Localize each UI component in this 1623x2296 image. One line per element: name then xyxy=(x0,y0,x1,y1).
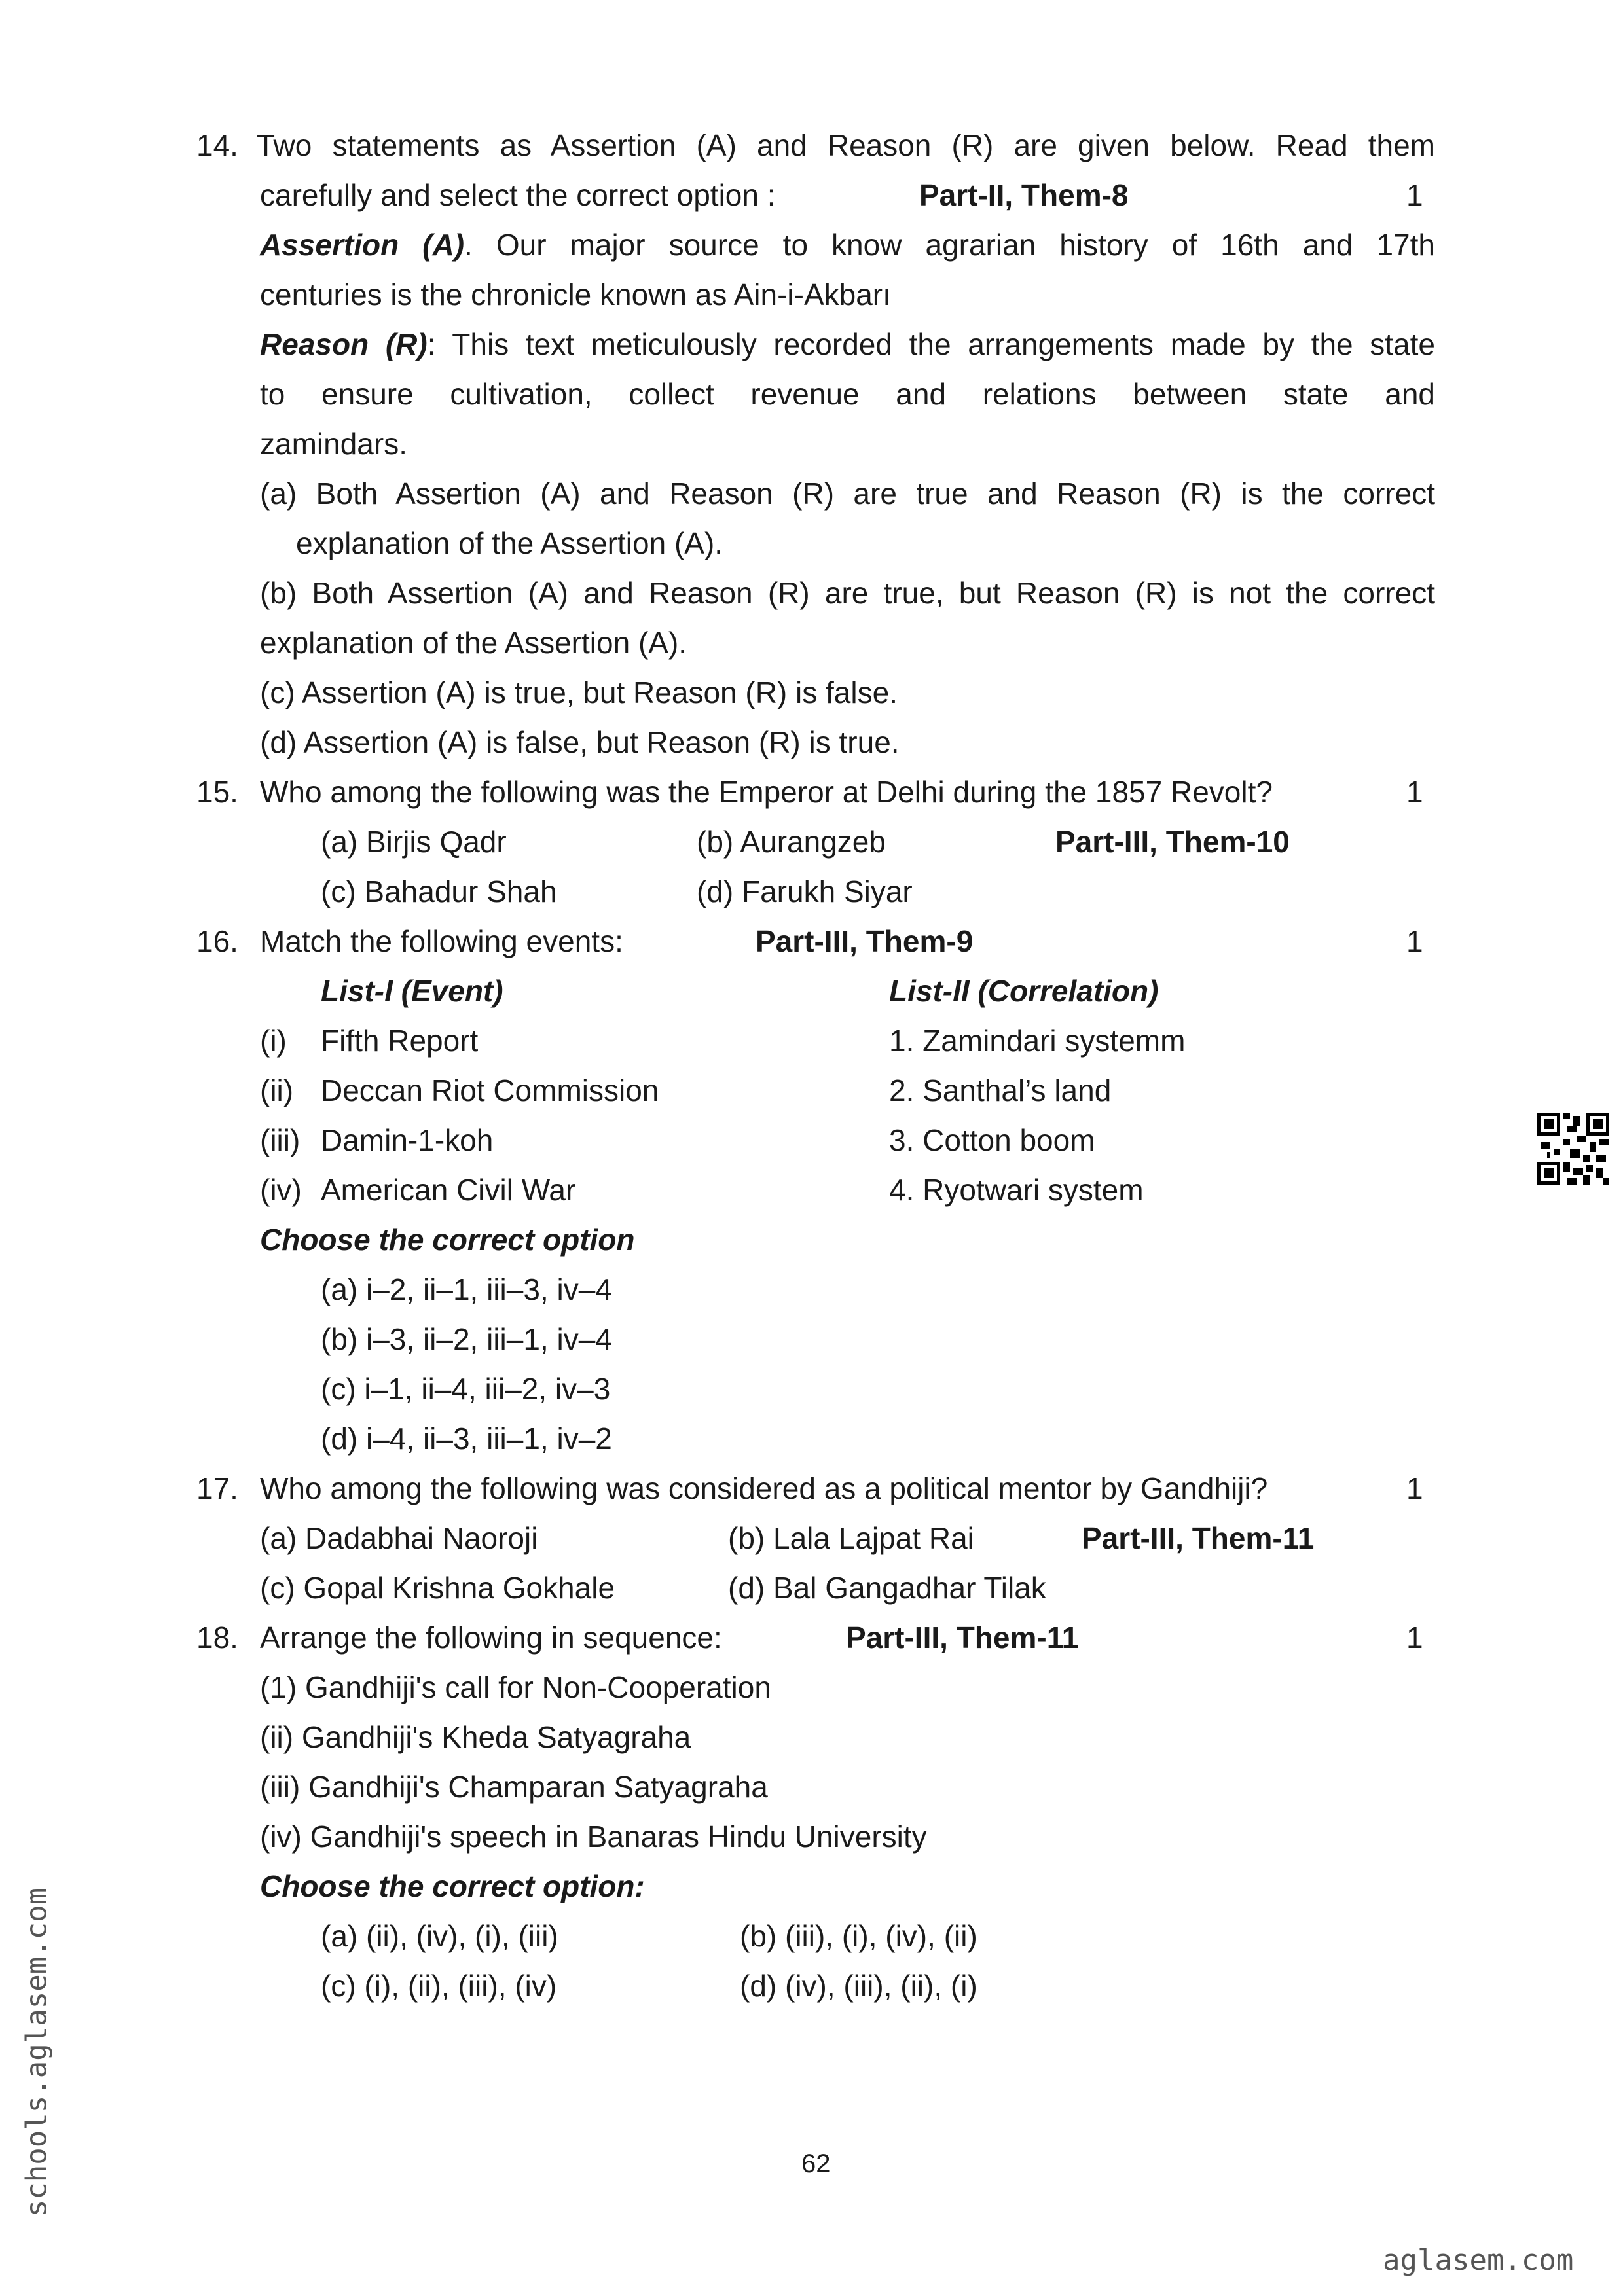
sequence-item: (iii) Gandhiji's Champaran Satyagraha xyxy=(260,1770,768,1804)
q14-assertion-line2: centuries is the chronicle known as Ain-i-Akbarı xyxy=(260,278,891,312)
q14-stem-line2: carefully and select the correct option : xyxy=(260,178,776,212)
q14-option-b-cont: explanation of the Assertion (A). xyxy=(260,626,687,660)
q18-option-c: (c) (i), (ii), (iii), (iv) xyxy=(321,1969,557,2003)
match-row-correlation: 3. Cotton boom xyxy=(889,1123,1095,1157)
q15-stem: Who among the following was the Emperor at Delhi during the 1857 Revolt? xyxy=(260,775,1273,809)
q14-assertion xyxy=(260,220,1435,270)
q16-marks: 1 xyxy=(1406,924,1423,958)
match-row-event: Damin-1-koh xyxy=(321,1123,494,1157)
q15-option-b: (b) Aurangzeb xyxy=(697,825,886,859)
q14-number: 14. xyxy=(196,128,238,162)
q16-number: 16. xyxy=(196,924,238,958)
q18-option-d: (d) (iv), (iii), (ii), (i) xyxy=(740,1969,977,2003)
q15-option-d: (d) Farukh Siyar xyxy=(697,874,913,908)
q14-option-a-cont: explanation of the Assertion (A). xyxy=(296,526,723,560)
match-row-correlation: 4. Ryotwari system xyxy=(889,1173,1144,1207)
q17-stem: Who among the following was considered as a political mentor by Gandhiji? xyxy=(260,1471,1268,1505)
sequence-item: (ii) Gandhiji's Kheda Satyagraha xyxy=(260,1720,691,1754)
q14-reason-line2: to ensure cultivation, collect revenue and relations between state and xyxy=(260,377,1435,411)
q14-reason xyxy=(260,319,1435,369)
q18-stem: Arrange the following in sequence: xyxy=(260,1621,722,1655)
match-row-event: Deccan Riot Commission xyxy=(321,1073,659,1107)
q14-option-a: (a) Both Assertion (A) and Reason (R) are true and Reason (R) is the correct xyxy=(260,476,1435,511)
q18-tag: Part-III, Them-11 xyxy=(846,1621,1079,1655)
q15-tag: Part-III, Them-10 xyxy=(1055,825,1290,859)
q14-marks: 1 xyxy=(1406,178,1423,212)
match-row-num: (ii) xyxy=(260,1073,294,1107)
q18-option-a: (a) (ii), (iv), (i), (iii) xyxy=(321,1919,558,1953)
q14-reason-line3: zamindars. xyxy=(260,427,407,461)
q16-choose-label: Choose the correct option xyxy=(260,1223,635,1257)
q18-option-b: (b) (iii), (i), (iv), (ii) xyxy=(740,1919,977,1953)
watermark-vertical: schools.aglasem.com xyxy=(20,1887,54,2217)
q15-option-a: (a) Birjis Qadr xyxy=(321,825,507,859)
q16-option-d: (d) i–4, ii–3, iii–1, iv–2 xyxy=(321,1422,612,1456)
q15-option-c: (c) Bahadur Shah xyxy=(321,874,557,908)
match-row-num: (iv) xyxy=(260,1173,302,1207)
q16-option-a: (a) i–2, ii–1, iii–3, iv–4 xyxy=(321,1272,612,1306)
q15-number: 15. xyxy=(196,775,238,809)
q18-number: 18. xyxy=(196,1621,238,1655)
q17-marks: 1 xyxy=(1406,1471,1423,1505)
q17-number: 17. xyxy=(196,1471,238,1505)
qr-code[interactable] xyxy=(1537,1113,1609,1185)
q14-tag: Part-II, Them-8 xyxy=(919,178,1129,212)
assertion-text: . Our major source to know agrarian history of 16th and 17th xyxy=(464,228,1435,262)
page-number: 62 xyxy=(801,2149,831,2178)
q17-option-a: (a) Dadabhai Naoroji xyxy=(260,1521,538,1555)
q16-stem: Match the following events: xyxy=(260,924,623,958)
q15-marks: 1 xyxy=(1406,775,1423,809)
match-row-correlation: 2. Santhal’s land xyxy=(889,1073,1112,1107)
reason-text: : This text meticulously recorded the arrangements made by the state xyxy=(427,327,1435,361)
assertion-label: Assertion (A) xyxy=(260,228,465,262)
q14-option-b: (b) Both Assertion (A) and Reason (R) are true, but Reason (R) is not the correct xyxy=(260,576,1435,610)
q14-option-d: (d) Assertion (A) is false, but Reason (R) is true. xyxy=(260,725,900,759)
q14-stem-line1: Two statements as Assertion (A) and Reason (R) are given below. Read them xyxy=(257,128,1435,162)
q14-option-c: (c) Assertion (A) is true, but Reason (R) is false. xyxy=(260,675,898,709)
q17-option-d: (d) Bal Gangadhar Tilak xyxy=(728,1571,1046,1605)
sequence-item: (1) Gandhiji's call for Non-Cooperation xyxy=(260,1670,771,1704)
list1-header: List-I (Event) xyxy=(321,974,503,1008)
q16-option-b: (b) i–3, ii–2, iii–1, iv–4 xyxy=(321,1322,612,1356)
q18-marks: 1 xyxy=(1406,1621,1423,1655)
reason-label: Reason (R) xyxy=(260,327,428,361)
match-row-num: (i) xyxy=(260,1024,287,1058)
list2-header: List-II (Correlation) xyxy=(889,974,1159,1008)
match-row-correlation: 1. Zamindari systemm xyxy=(889,1024,1186,1058)
q17-option-b: (b) Lala Lajpat Rai xyxy=(728,1521,974,1555)
match-row-event: American Civil War xyxy=(321,1173,576,1207)
q17-option-c: (c) Gopal Krishna Gokhale xyxy=(260,1571,615,1605)
match-row-event: Fifth Report xyxy=(321,1024,479,1058)
match-row-num: (iii) xyxy=(260,1123,301,1157)
q17-tag: Part-III, Them-11 xyxy=(1082,1521,1315,1555)
sequence-item: (iv) Gandhiji's speech in Banaras Hindu University xyxy=(260,1820,927,1854)
q18-choose-label: Choose the correct option: xyxy=(260,1869,645,1903)
q16-option-c: (c) i–1, ii–4, iii–2, iv–3 xyxy=(321,1372,611,1406)
q16-tag: Part-III, Them-9 xyxy=(756,924,974,958)
watermark-footer: aglasem.com xyxy=(1383,2244,1574,2277)
